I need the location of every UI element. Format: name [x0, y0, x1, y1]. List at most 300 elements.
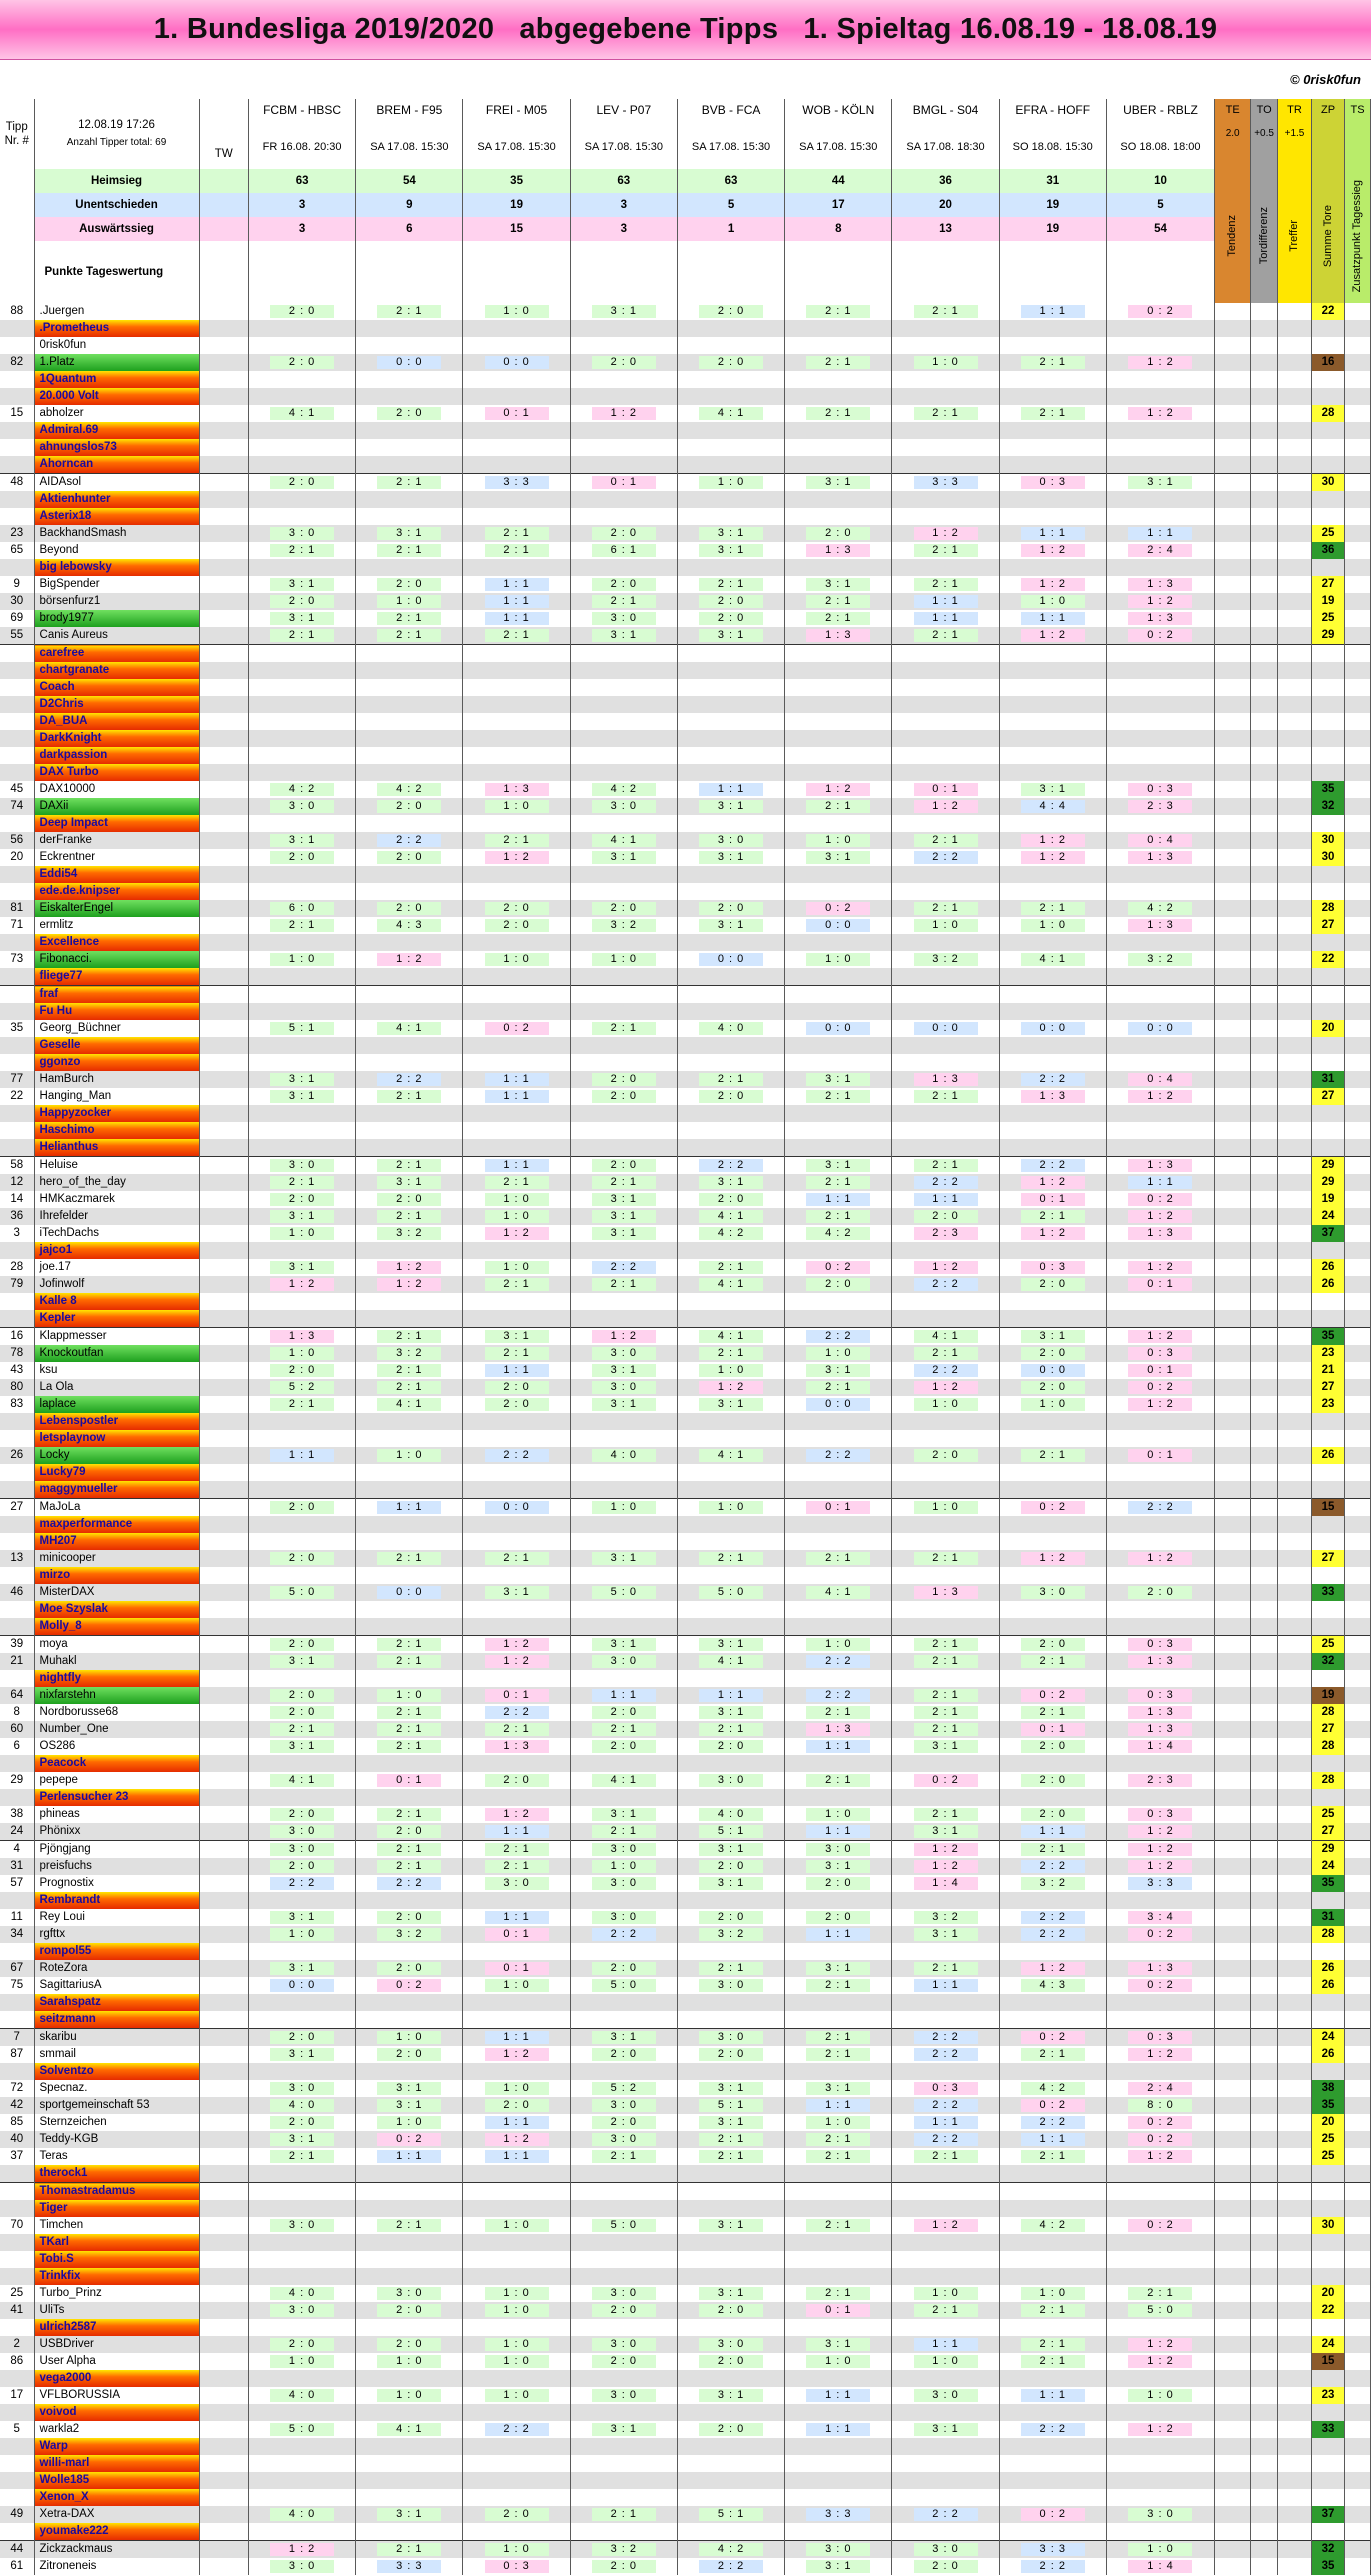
tw-cell [199, 1977, 248, 1994]
tr-cell [1278, 1892, 1312, 1909]
ts-cell [1345, 1909, 1371, 1926]
tipp-cell [785, 303, 892, 320]
tipper-name: seitzmann [34, 2011, 199, 2029]
tipp-number [0, 2165, 34, 2183]
tipp-cell [248, 1310, 355, 1328]
tr-cell [1278, 968, 1312, 986]
tipp-score: 2 : 2 [914, 1364, 978, 1377]
tipper-row [0, 1841, 1371, 1859]
summe-tore [1312, 679, 1345, 696]
summe-tore: 23 [1312, 1396, 1345, 1413]
tipp-number: 26 [0, 1447, 34, 1464]
match-date: SO 18.08. 18:00 [1120, 141, 1201, 153]
tipp-number: 82 [0, 354, 34, 371]
tw-cell [199, 1687, 248, 1704]
tipp-score: 2 : 1 [592, 2508, 656, 2521]
tipp-cell [677, 1960, 784, 1977]
tipp-cell [677, 1601, 784, 1618]
tipp-cell [785, 1464, 892, 1481]
tipp-cell [356, 866, 463, 883]
tipp-cell [463, 2421, 570, 2438]
tipp-cell [677, 2558, 784, 2575]
tipp-cell [785, 1687, 892, 1704]
tipp-cell [463, 1806, 570, 1823]
tipp-score: 2 : 1 [806, 2048, 870, 2061]
match-date [1000, 121, 1106, 137]
summe-tore: 23 [1312, 1345, 1345, 1362]
tipper-row [0, 1464, 1371, 1481]
summary-count: 3 [570, 217, 677, 241]
tipp-cell [892, 2541, 999, 2559]
tipp-cell [1106, 2506, 1214, 2523]
to-cell [1251, 815, 1278, 832]
to-cell [1251, 2489, 1278, 2506]
tipper-row [0, 2097, 1371, 2114]
to-cell [1251, 1122, 1278, 1139]
tipp-number [0, 2063, 34, 2080]
tw-cell [199, 542, 248, 559]
tipp-cell [677, 866, 784, 883]
tipp-cell [570, 1430, 677, 1447]
tipper-row [0, 491, 1371, 508]
tipp-number: 72 [0, 2080, 34, 2097]
tipper-row [0, 525, 1371, 542]
tipp-number: 36 [0, 1208, 34, 1225]
tipp-score: 3 : 1 [806, 1860, 870, 1873]
to-cell [1251, 1909, 1278, 1926]
tipp-score: 0 : 3 [1021, 1261, 1085, 1274]
tipp-score: 3 : 0 [592, 2287, 656, 2300]
tipp-cell [892, 2558, 999, 2575]
to-cell [1251, 1858, 1278, 1875]
tw-cell [199, 2285, 248, 2302]
tipp-cell [356, 2387, 463, 2404]
tipp-cell [1106, 1276, 1214, 1293]
tipper-name: skaribu [34, 2029, 199, 2047]
tipp-cell [356, 1584, 463, 1601]
tw-label: TW [214, 147, 233, 160]
summe-tore [1312, 730, 1345, 747]
tipp-cell [463, 1687, 570, 1704]
match-header [356, 99, 463, 169]
to-cell [1251, 798, 1278, 815]
tipp-cell [356, 1687, 463, 1704]
ts-cell [1345, 662, 1371, 679]
tipp-score: 2 : 0 [592, 2560, 656, 2573]
tipp-cell [463, 2063, 570, 2080]
tipper-name: DA_BUA [34, 713, 199, 730]
tipp-cell [677, 2336, 784, 2353]
te-cell [1215, 1789, 1251, 1806]
tipp-score: 2 : 2 [1021, 2116, 1085, 2129]
tipp-cell [785, 798, 892, 815]
summe-tore [1312, 2183, 1345, 2201]
tipp-cell [248, 1618, 355, 1636]
tw-cell [199, 968, 248, 986]
tipp-cell [677, 1841, 784, 1859]
tipp-cell [1106, 1806, 1214, 1823]
tipp-score: 4 : 1 [699, 1278, 763, 1291]
tipp-cell [677, 2217, 784, 2234]
tipp-number [0, 986, 34, 1004]
tipp-score: 4 : 1 [699, 1655, 763, 1668]
ts-cell [1345, 764, 1371, 781]
ts-cell [1345, 1310, 1371, 1328]
tipp-cell [356, 1909, 463, 1926]
tipp-number [0, 422, 34, 439]
tipper-row [0, 1618, 1371, 1636]
tipp-score: 0 : 0 [806, 1398, 870, 1411]
tipp-cell [570, 1601, 677, 1618]
tipp-score: 3 : 1 [1128, 476, 1192, 489]
tipp-cell [999, 559, 1106, 576]
tr-cell [1278, 2063, 1312, 2080]
match-date [892, 121, 998, 137]
tipp-cell [248, 917, 355, 934]
tipp-cell [999, 1088, 1106, 1105]
tipper-row [0, 1533, 1371, 1550]
ts-cell [1345, 1276, 1371, 1293]
tipp-score: 2 : 1 [699, 578, 763, 591]
tipp-score: 2 : 1 [1021, 356, 1085, 369]
tipp-score: 3 : 4 [1128, 1911, 1192, 1924]
tipp-score: 0 : 3 [1128, 1638, 1192, 1651]
summary-count: 19 [463, 193, 570, 217]
blank [0, 217, 34, 241]
tipp-cell [570, 2029, 677, 2047]
tipp-cell [1106, 1875, 1214, 1892]
tipp-cell [677, 1875, 784, 1892]
tipp-score: 1 : 0 [270, 1928, 334, 1941]
tipp-cell [1106, 900, 1214, 917]
tipp-cell [677, 1994, 784, 2011]
summe-tore: 31 [1312, 1909, 1345, 1926]
tipp-cell [463, 1875, 570, 1892]
te-cell [1215, 2268, 1251, 2285]
tipp-number: 9 [0, 576, 34, 593]
tipp-cell [677, 508, 784, 525]
tipp-score: 3 : 1 [592, 629, 656, 642]
tipp-cell [570, 576, 677, 593]
tipp-cell [356, 2097, 463, 2114]
tr-cell [1278, 951, 1312, 968]
tipp-score: 0 : 3 [485, 2560, 549, 2573]
tipper-row [0, 1174, 1371, 1191]
tipp-cell [785, 1772, 892, 1789]
tipp-cell [356, 968, 463, 986]
tipper-name: Molly_8 [34, 1618, 199, 1636]
tipp-cell [785, 1653, 892, 1670]
tipp-score: 3 : 2 [592, 2543, 656, 2556]
tipp-score: 3 : 0 [592, 1347, 656, 1360]
tipp-cell [248, 1755, 355, 1772]
tipper-name: preisfuchs [34, 1858, 199, 1875]
tipp-cell [356, 1276, 463, 1293]
tipp-cell [1106, 764, 1214, 781]
tipp-cell [785, 2489, 892, 2506]
tipp-score: 2 : 0 [377, 1962, 441, 1975]
tipp-cell [677, 2234, 784, 2251]
tipp-cell [1106, 2489, 1214, 2506]
tipp-cell [677, 1037, 784, 1054]
tipper-name: Eckrentner [34, 849, 199, 866]
summe-tore: 24 [1312, 2336, 1345, 2353]
tipp-score: 1 : 3 [1128, 1706, 1192, 1719]
ts-cell [1345, 781, 1371, 798]
tipp-score: 4 : 0 [270, 2287, 334, 2300]
tipp-cell [677, 627, 784, 645]
tipp-cell [892, 1755, 999, 1772]
tipp-score: 3 : 0 [270, 1843, 334, 1856]
tipp-cell [677, 2165, 784, 2183]
tipp-cell [570, 764, 677, 781]
te-cell [1215, 1054, 1251, 1071]
tipper-row [0, 2302, 1371, 2319]
tipp-cell [1106, 2370, 1214, 2387]
tipp-number: 7 [0, 2029, 34, 2047]
tipp-cell [999, 2011, 1106, 2029]
tipp-cell [892, 1174, 999, 1191]
tipp-cell [248, 1174, 355, 1191]
tipp-cell [1106, 696, 1214, 713]
tipp-score: 1 : 3 [1128, 612, 1192, 625]
tipp-cell [999, 662, 1106, 679]
tipper-row [0, 781, 1371, 798]
tipp-cell [463, 2353, 570, 2370]
summe-tore [1312, 2251, 1345, 2268]
tipper-row [0, 2285, 1371, 2302]
tipp-score: 3 : 1 [592, 1227, 656, 1240]
tipp-cell [677, 2200, 784, 2217]
tipp-number [0, 1242, 34, 1259]
tipp-cell [999, 2251, 1106, 2268]
tipp-cell [785, 1670, 892, 1687]
tipp-score: 2 : 1 [377, 1638, 441, 1651]
tipp-cell [785, 2217, 892, 2234]
tipp-score: 1 : 2 [1128, 1090, 1192, 1103]
tipp-score: 1 : 2 [377, 1278, 441, 1291]
ts-cell [1345, 1533, 1371, 1550]
tr-cell [1278, 2046, 1312, 2063]
tr-cell [1278, 337, 1312, 354]
match-date: SA 17.08. 15:30 [477, 141, 556, 153]
tipp-number: 8 [0, 1704, 34, 1721]
tipp-cell [677, 2455, 784, 2472]
to-cell [1251, 1088, 1278, 1105]
to-cell [1251, 2541, 1278, 2559]
summe-tore: 28 [1312, 1738, 1345, 1755]
tipp-cell [892, 371, 999, 388]
tipp-cell [1106, 2080, 1214, 2097]
ts-cell [1345, 2506, 1371, 2523]
te-cell [1215, 2336, 1251, 2353]
ts-cell [1345, 2131, 1371, 2148]
tr-cell [1278, 1618, 1312, 1636]
tipp-cell [356, 2302, 463, 2319]
tipp-cell [785, 1601, 892, 1618]
ts-cell [1345, 1858, 1371, 1875]
ts-cell [1345, 1892, 1371, 1909]
tr-cell [1278, 2302, 1312, 2319]
tipp-cell [570, 1550, 677, 1567]
tipp-cell [1106, 1242, 1214, 1259]
tipper-name: Klappmesser [34, 1328, 199, 1346]
tipp-cell [463, 320, 570, 337]
summe-tore: 31 [1312, 1071, 1345, 1088]
tipp-cell [677, 849, 784, 866]
tipp-number: 79 [0, 1276, 34, 1293]
tipp-cell [785, 1310, 892, 1328]
tipp-cell [570, 2268, 677, 2285]
tipp-cell [248, 2387, 355, 2404]
tipper-name: 0risk0fun [34, 337, 199, 354]
tipp-score: 2 : 2 [806, 1449, 870, 1462]
tipp-score: 2 : 2 [699, 1159, 763, 1172]
tipp-score: 1 : 1 [485, 1090, 549, 1103]
tipper-row [0, 354, 1371, 371]
tipp-cell [463, 2489, 570, 2506]
tipp-cell [785, 747, 892, 764]
tw-cell [199, 1994, 248, 2011]
tipp-score: 2 : 0 [699, 1860, 763, 1873]
tipp-cell [463, 730, 570, 747]
tipp-cell [356, 2251, 463, 2268]
to-cell [1251, 1772, 1278, 1789]
tipper-name: mirzo [34, 1567, 199, 1584]
tipp-cell [785, 1105, 892, 1122]
tipp-score: 2 : 2 [377, 834, 441, 847]
tipp-cell [677, 1003, 784, 1020]
tipp-cell [892, 1892, 999, 1909]
tipp-score: 2 : 1 [592, 1176, 656, 1189]
tipp-cell [463, 1208, 570, 1225]
tipp-score: 1 : 1 [914, 612, 978, 625]
tipp-cell [248, 610, 355, 627]
tr-cell [1278, 1977, 1312, 1994]
tipp-cell [892, 2404, 999, 2421]
tipp-number: 5 [0, 2421, 34, 2438]
tipp-cell [785, 1088, 892, 1105]
tipp-cell [677, 405, 784, 422]
tipp-cell [570, 2302, 677, 2319]
tipp-score: 1 : 2 [1021, 1227, 1085, 1240]
tipper-row [0, 917, 1371, 934]
ts-cell [1345, 1362, 1371, 1379]
tipp-cell [785, 1789, 892, 1806]
tipp-cell [785, 900, 892, 917]
tipp-score: 1 : 2 [1128, 1825, 1192, 1838]
tipp-cell [892, 1362, 999, 1379]
summary-count: 1 [677, 217, 784, 241]
tipp-score: 1 : 2 [914, 1261, 978, 1274]
tipp-score: 2 : 0 [377, 2338, 441, 2351]
tipp-cell [463, 2234, 570, 2251]
tipp-cell [785, 2080, 892, 2097]
tw-cell [199, 900, 248, 917]
ts-cell [1345, 1037, 1371, 1054]
tipper-name: MisterDAX [34, 1584, 199, 1601]
tipp-cell [248, 2114, 355, 2131]
tr-cell [1278, 696, 1312, 713]
tipp-cell [1106, 1977, 1214, 1994]
summary-count: 13 [892, 217, 999, 241]
tipper-name: BackhandSmash [34, 525, 199, 542]
tipp-score: 2 : 0 [270, 1808, 334, 1821]
tipp-cell [1106, 1687, 1214, 1704]
tipp-cell [677, 388, 784, 405]
te-cell [1215, 2455, 1251, 2472]
tipp-cell [999, 1858, 1106, 1875]
tipp-cell [999, 1379, 1106, 1396]
summe-tore: 25 [1312, 1636, 1345, 1654]
tipp-score: 2 : 1 [1021, 1706, 1085, 1719]
tipp-cell [570, 491, 677, 508]
tipper-name: ulrich2587 [34, 2319, 199, 2336]
tipp-cell [892, 525, 999, 542]
tipp-score: 3 : 1 [699, 1176, 763, 1189]
tipp-number [0, 2489, 34, 2506]
tipp-cell [999, 2165, 1106, 2183]
tipp-score: 2 : 0 [914, 1449, 978, 1462]
tipp-score: 2 : 0 [270, 2116, 334, 2129]
tipp-cell [1106, 815, 1214, 832]
tipp-cell [570, 456, 677, 474]
tipp-score: 3 : 0 [699, 2338, 763, 2351]
tipp-score: 1 : 2 [1128, 2048, 1192, 2061]
tipp-cell [892, 1122, 999, 1139]
to-cell [1251, 2200, 1278, 2217]
tipp-cell [356, 2404, 463, 2421]
tipp-cell [356, 951, 463, 968]
tipp-number [0, 388, 34, 405]
tipp-score: 1 : 0 [1128, 2389, 1192, 2402]
match-date [463, 121, 569, 137]
tw-cell [199, 1721, 248, 1738]
tr-cell [1278, 474, 1312, 492]
tipp-score: 2 : 1 [914, 1638, 978, 1651]
tipp-cell [463, 883, 570, 900]
tipp-number: 42 [0, 2097, 34, 2114]
to-cell [1251, 1379, 1278, 1396]
tipp-cell [570, 1020, 677, 1037]
tipp-cell [1106, 2472, 1214, 2489]
tw-cell [199, 2438, 248, 2455]
tipp-score: 1 : 2 [699, 1381, 763, 1394]
summe-tore [1312, 1037, 1345, 1054]
te-cell [1215, 2387, 1251, 2404]
tipp-cell [570, 2251, 677, 2268]
tipp-score: 2 : 1 [699, 1261, 763, 1274]
tw-cell [199, 1174, 248, 1191]
tipp-score: 2 : 1 [377, 1740, 441, 1753]
tipp-score: 2 : 1 [1021, 1449, 1085, 1462]
to-cell [1251, 1430, 1278, 1447]
tipp-cell [248, 2165, 355, 2183]
tipper-name: Rey Loui [34, 1909, 199, 1926]
tipp-score: 6 : 0 [270, 902, 334, 915]
blank [199, 217, 248, 241]
tipp-cell [892, 2029, 999, 2047]
tipp-cell [785, 576, 892, 593]
summe-tore [1312, 1310, 1345, 1328]
tipp-cell [463, 1909, 570, 1926]
tipp-cell [1106, 849, 1214, 866]
tipp-score: 3 : 1 [592, 1808, 656, 1821]
tipp-cell [463, 1345, 570, 1362]
tipp-cell [677, 2114, 784, 2131]
tipp-number: 69 [0, 610, 34, 627]
tr-cell [1278, 2472, 1312, 2489]
